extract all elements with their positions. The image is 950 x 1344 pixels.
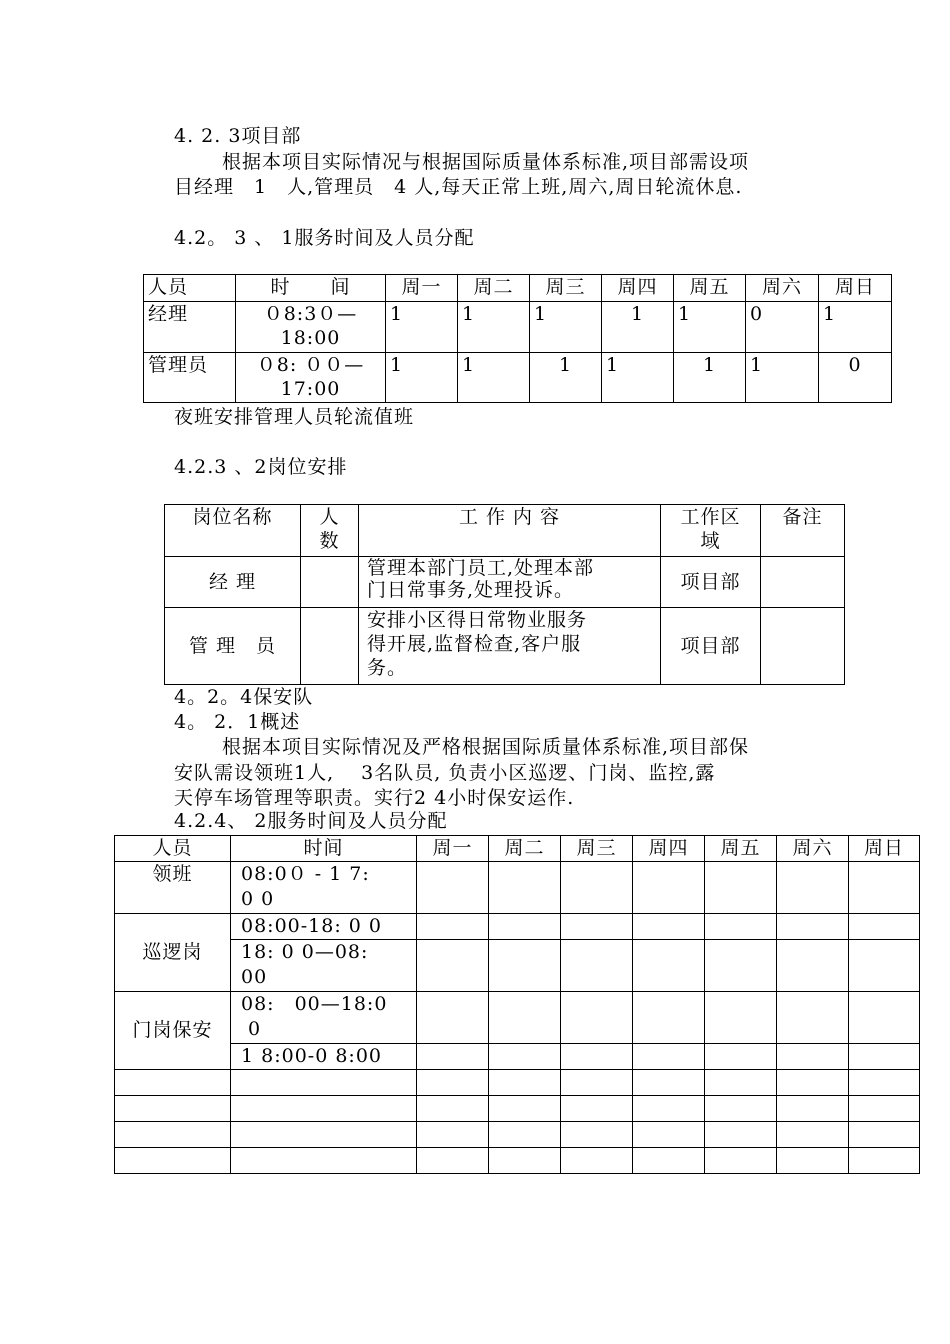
column-header: 周六 (746, 275, 819, 302)
post-name-cell: 管 理 员 (165, 608, 301, 685)
day-cell (489, 992, 561, 1044)
section-heading-4-2-4: 4。2。4保安队 (174, 686, 314, 708)
paragraph-line: 目经理 1 人,管理员 4 人,每天正常上班,周六,周日轮流休息. (174, 176, 743, 198)
table-row (115, 992, 920, 1044)
column-header: 人 数 (301, 505, 359, 557)
day-cell: 1 (602, 302, 674, 353)
table-row (165, 557, 845, 608)
column-header: 周五 (674, 275, 746, 302)
table-row (144, 302, 892, 353)
day-cell (417, 1044, 489, 1070)
time-cell: 08: 00—18:0 0 (231, 992, 417, 1044)
column-header: 工 作 内 容 (359, 505, 661, 557)
day-cell: 1 (746, 353, 819, 403)
section-heading-4-2-3: 4. 2. 3项目部 (174, 125, 302, 147)
column-header: 周一 (386, 275, 458, 302)
subsection-heading-service-time: 4.2。 3 、 1服务时间及人员分配 (174, 227, 475, 249)
day-cell: 0 (746, 302, 819, 353)
note-cell (761, 608, 845, 685)
day-cell (633, 940, 705, 992)
day-cell (417, 914, 489, 940)
subsection-heading-post-arrangement: 4.2.3 、2岗位安排 (174, 456, 348, 478)
column-header: 周一 (417, 836, 489, 862)
day-cell (777, 1044, 849, 1070)
table-row (144, 353, 892, 403)
manager-schedule-table (143, 274, 892, 403)
count-cell (301, 608, 359, 685)
table-row (115, 914, 920, 940)
column-header: 时 间 (236, 275, 386, 302)
time-cell: 1 8:00-0 8:00 (231, 1044, 417, 1070)
day-cell: 1 (819, 302, 892, 353)
column-header: 周二 (489, 836, 561, 862)
column-header: 周四 (633, 836, 705, 862)
table-row (115, 1044, 920, 1070)
day-cell (777, 862, 849, 914)
day-cell (561, 862, 633, 914)
table-row (165, 608, 845, 685)
day-cell (633, 862, 705, 914)
day-cell: 1 (386, 353, 458, 403)
day-cell (705, 914, 777, 940)
day-cell (633, 914, 705, 940)
day-cell (633, 992, 705, 1044)
day-cell: 0 (819, 353, 892, 403)
day-cell (489, 862, 561, 914)
day-cell (561, 1044, 633, 1070)
paragraph-line: 根据本项目实际情况及严格根据国际质量体系标准,项目部保 (222, 736, 750, 758)
day-cell (777, 940, 849, 992)
role-cell: 巡逻岗 (115, 914, 231, 992)
day-cell: 1 (674, 353, 746, 403)
post-arrangement-table (164, 504, 845, 685)
area-cell: 项目部 (661, 608, 761, 685)
column-header: 工作区 域 (661, 505, 761, 557)
column-header: 备注 (761, 505, 845, 557)
content-cell: 安排小区得日常物业服务 得开展,监督检查,客户服 务。 (359, 608, 661, 685)
role-cell: 管理员 (144, 353, 236, 403)
table-row (115, 940, 920, 992)
day-cell (777, 914, 849, 940)
column-header: 周日 (819, 275, 892, 302)
subsection-heading-security-schedule: 4.2.4、 2服务时间及人员分配 (174, 810, 448, 832)
day-cell: 1 (530, 353, 602, 403)
day-cell (489, 940, 561, 992)
empty-row (115, 1122, 920, 1148)
column-header: 周三 (561, 836, 633, 862)
day-cell (705, 862, 777, 914)
column-header: 人员 (115, 836, 231, 862)
day-cell (561, 992, 633, 1044)
post-name-cell: 经 理 (165, 557, 301, 608)
paragraph-line: 天停车场管理等职责。实行2 4小时保安运作. (174, 787, 575, 809)
day-cell (417, 940, 489, 992)
day-cell (849, 862, 920, 914)
role-cell: 经理 (144, 302, 236, 353)
paragraph-line: 安队需设领班1人, 3名队员, 负责小区巡逻、门岗、监控,露 (174, 762, 716, 784)
column-header: 周五 (705, 836, 777, 862)
column-header: 岗位名称 (165, 505, 301, 557)
day-cell (417, 992, 489, 1044)
security-schedule-table (114, 835, 920, 1174)
day-cell: 1 (602, 353, 674, 403)
content-cell: 管理本部门员工,处理本部 门日常事务,处理投诉。 (359, 557, 661, 608)
column-header: 周三 (530, 275, 602, 302)
time-cell: ０8: ００— 17:00 (236, 353, 386, 403)
day-cell (489, 1044, 561, 1070)
day-cell (561, 940, 633, 992)
time-cell: ０8:3０— 18:00 (236, 302, 386, 353)
day-cell (633, 1044, 705, 1070)
empty-row (115, 1070, 920, 1096)
note-cell (761, 557, 845, 608)
day-cell (561, 914, 633, 940)
column-header: 人员 (144, 275, 236, 302)
role-cell: 门岗保安 (115, 992, 231, 1070)
day-cell (705, 1044, 777, 1070)
time-cell: 18: 0 0—08: 00 (231, 940, 417, 992)
day-cell (849, 940, 920, 992)
time-cell: 08:0０ - 1 7: 0 0 (231, 862, 417, 914)
time-cell: 08:00-18: 0 0 (231, 914, 417, 940)
day-cell: 1 (530, 302, 602, 353)
table-header-row (144, 275, 892, 302)
day-cell: 1 (458, 302, 530, 353)
column-header: 时间 (231, 836, 417, 862)
area-cell: 项目部 (661, 557, 761, 608)
day-cell (849, 992, 920, 1044)
paragraph-line: 根据本项目实际情况与根据国际质量体系标准,项目部需设项 (222, 151, 750, 173)
day-cell (705, 992, 777, 1044)
count-cell (301, 557, 359, 608)
column-header: 周六 (777, 836, 849, 862)
column-header: 周日 (849, 836, 920, 862)
table-row (115, 862, 920, 914)
column-header: 周四 (602, 275, 674, 302)
day-cell: 1 (458, 353, 530, 403)
day-cell (777, 992, 849, 1044)
table-header-row (115, 836, 920, 862)
day-cell (417, 862, 489, 914)
table-header-row (165, 505, 845, 557)
day-cell: 1 (386, 302, 458, 353)
column-header: 周二 (458, 275, 530, 302)
day-cell (849, 1044, 920, 1070)
role-cell: 领班 (115, 862, 231, 914)
empty-row (115, 1148, 920, 1174)
subsection-heading-overview: 4。 2．1概述 (174, 711, 301, 733)
day-cell (489, 914, 561, 940)
day-cell: 1 (674, 302, 746, 353)
day-cell (705, 940, 777, 992)
night-shift-note: 夜班安排管理人员轮流值班 (174, 406, 415, 428)
day-cell (849, 914, 920, 940)
empty-row (115, 1096, 920, 1122)
